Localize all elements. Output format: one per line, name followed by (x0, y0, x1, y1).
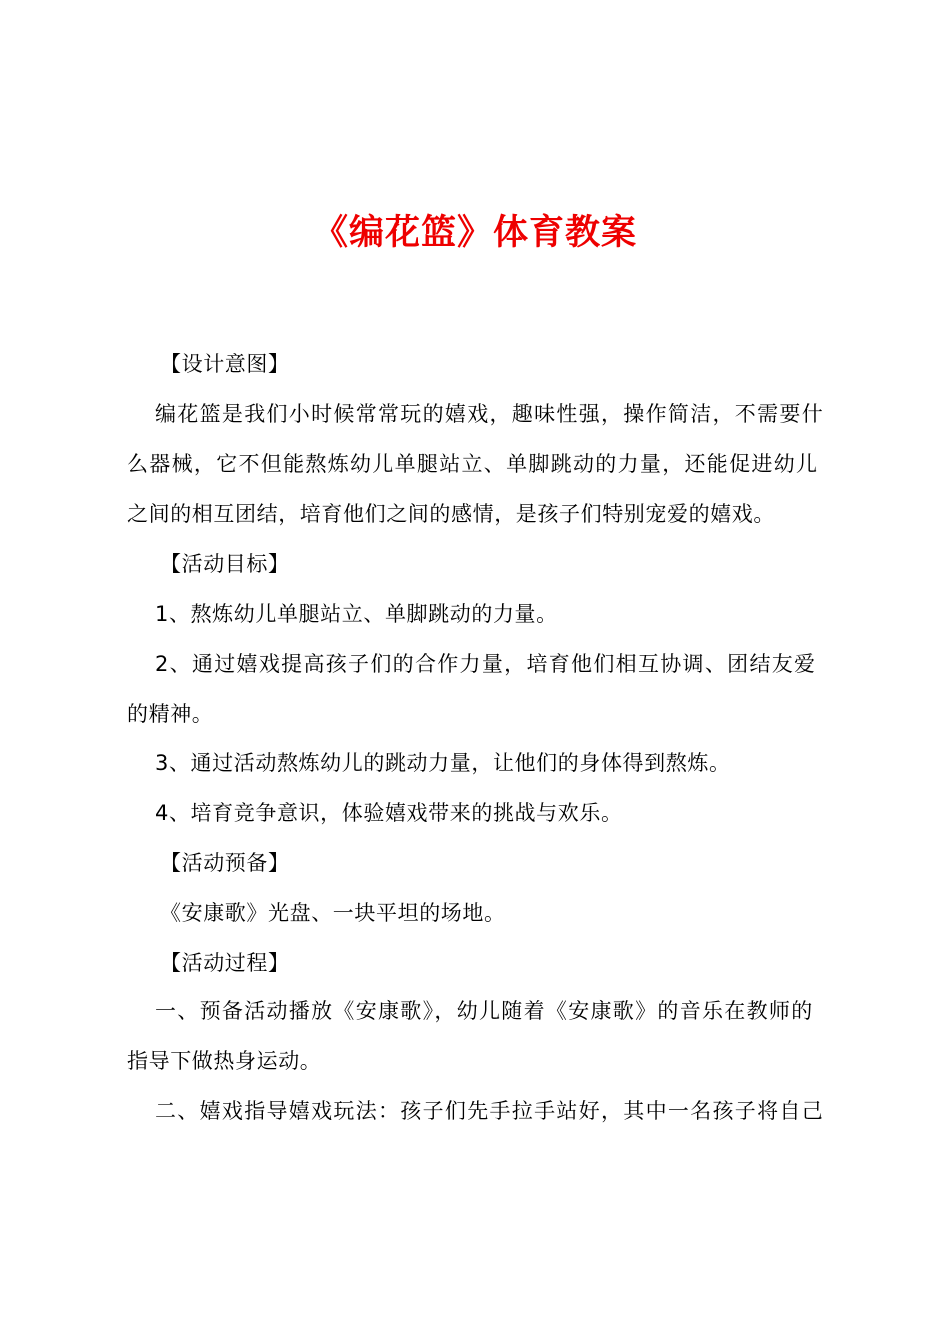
paragraph-line: 编花篮是我们小时候常常玩的嬉戏，趣味性强，操作简洁，不需要什 (155, 402, 824, 426)
paragraph-line: 一、预备活动播放《安康歌》，幼儿随着《安康歌》的音乐在教师的 (155, 999, 814, 1023)
list-item: 1、熬炼幼儿单腿站立、单脚跳动的力量。 (155, 602, 558, 626)
section-heading-design-intent: 【设计意图】 (160, 352, 290, 376)
section-heading-activity-goals: 【活动目标】 (160, 552, 290, 576)
paragraph-line: 二、嬉戏指导嬉戏玩法：孩子们先手拉手站好，其中一名孩子将自己 (155, 1099, 824, 1123)
paragraph-line: 么器械，它不但能熬炼幼儿单腿站立、单脚跳动的力量，还能促进幼儿 (127, 452, 819, 476)
list-item: 3、通过活动熬炼幼儿的跳动力量，让他们的身体得到熬炼。 (155, 751, 731, 775)
paragraph-line: 指导下做热身运动。 (127, 1049, 322, 1073)
list-item-continued: 的精神。 (127, 702, 214, 726)
section-heading-activity-process: 【活动过程】 (160, 951, 290, 975)
list-item: 2、通过嬉戏提高孩子们的合作力量，培育他们相互协调、团结友爱 (155, 652, 817, 676)
list-item: 4、培育竞争意识，体验嬉戏带来的挑战与欢乐。 (155, 801, 623, 825)
section-heading-activity-preparation: 【活动预备】 (160, 851, 290, 875)
paragraph-line: 之间的相互团结，培育他们之间的感情，是孩子们特别宠爱的嬉戏。 (127, 502, 775, 526)
document-title: 《编花篮》体育教案 (312, 213, 637, 253)
paragraph-line: 《安康歌》光盘、一块平坦的场地。 (160, 901, 506, 925)
